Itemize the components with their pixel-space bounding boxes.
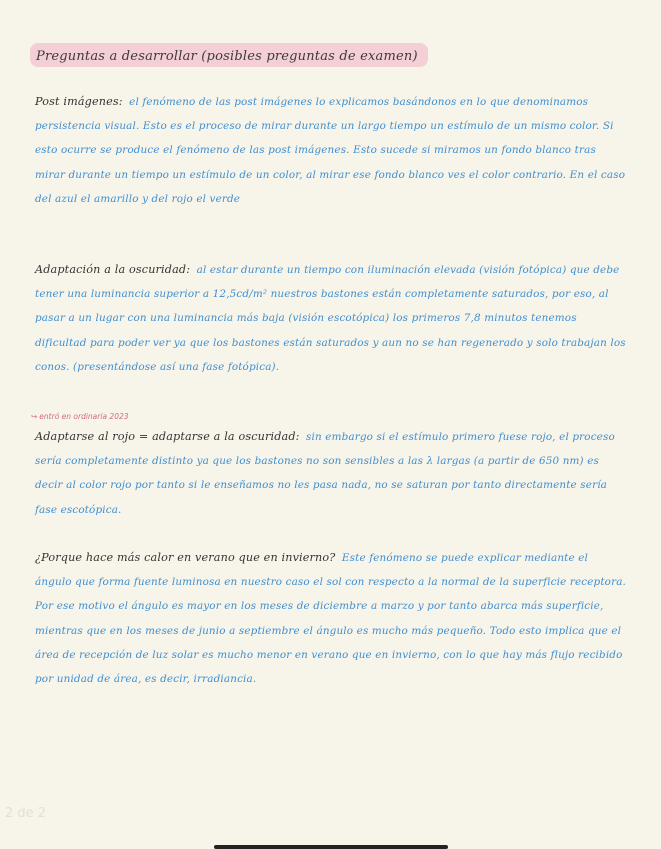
section-verano-invierno	[35, 546, 627, 691]
section-heading: Post imágenes:	[35, 95, 123, 108]
section-heading: ¿Porque hace más calor en verano que en invierno?	[35, 551, 336, 564]
section-heading: Adaptación a la oscuridad:	[35, 263, 191, 276]
home-indicator[interactable]	[214, 845, 448, 849]
section-body: al estar durante un tiempo con iluminación elevada (visión fotópica) que debe tener una luminancia superior a 12,5cd/m² nuestros bastones están completamente saturados, por eso, al pasar a un lugar con una luminancia más baja (visión escotópica) los primeros 7,8 minutos tenemos dificultad para poder ver ya que los bastones están saturados y aun no se han regenerado y solo trabajan los conos. (presentándose así una fase fotópica).	[35, 264, 626, 373]
page-indicator: 2 de 2	[5, 806, 47, 821]
section-body: sin embargo si el estímulo primero fuese rojo, el proceso sería completamente distinto ya que los bastones no son sensibles a las λ largas (a partir de 650 nm) es decir al color rojo por tanto si le enseñamos no les pasa nada, no se saturan por tanto directamente sería fase escotópica.	[35, 431, 615, 516]
section-post-imagenes	[35, 90, 627, 211]
exam-note-text: entró en ordinaria 2023	[39, 412, 129, 421]
section-body: el fenómeno de las post imágenes lo explicamos basándonos en lo que denominamos persistencia visual. Esto es el proceso de mirar durante un largo tiempo un estímulo de un mismo color. Si esto ocurre se produce el fenómeno de las post imágenes. Esto sucede si miramos un fondo blanco tras mirar durante un tiempo un estímulo de un color, al mirar ese fondo blanco ves el color contrario. En el caso del azul el amarillo y del rojo el verde	[35, 96, 626, 205]
page-title: Preguntas a desarrollar (posibles preguntas de examen)	[36, 49, 418, 64]
section-heading: Adaptarse al rojo = adaptarse a la oscuridad:	[35, 430, 300, 443]
section-body: Este fenómeno se puede explicar mediante el ángulo que forma fuente luminosa en nuestro caso el sol con respecto a la normal de la superficie receptora. Por ese motivo el ángulo es mayor en los meses de diciembre a marzo y por tanto abarca más superficie, mientras que en los meses de junio a septiembre el ángulo es mucho más pequeño. Todo esto implica que el área de recepción de luz solar es mucho menor en verano que en invierno, con lo que hay más flujo recibido por unidad de área, es decir, irradiancia.	[35, 552, 626, 686]
section-adaptarse-rojo	[35, 425, 627, 522]
arrow-icon: ↪	[31, 412, 38, 421]
exam-note	[31, 412, 129, 421]
section-adaptacion-oscuridad	[35, 258, 627, 379]
title-highlight	[30, 43, 428, 67]
